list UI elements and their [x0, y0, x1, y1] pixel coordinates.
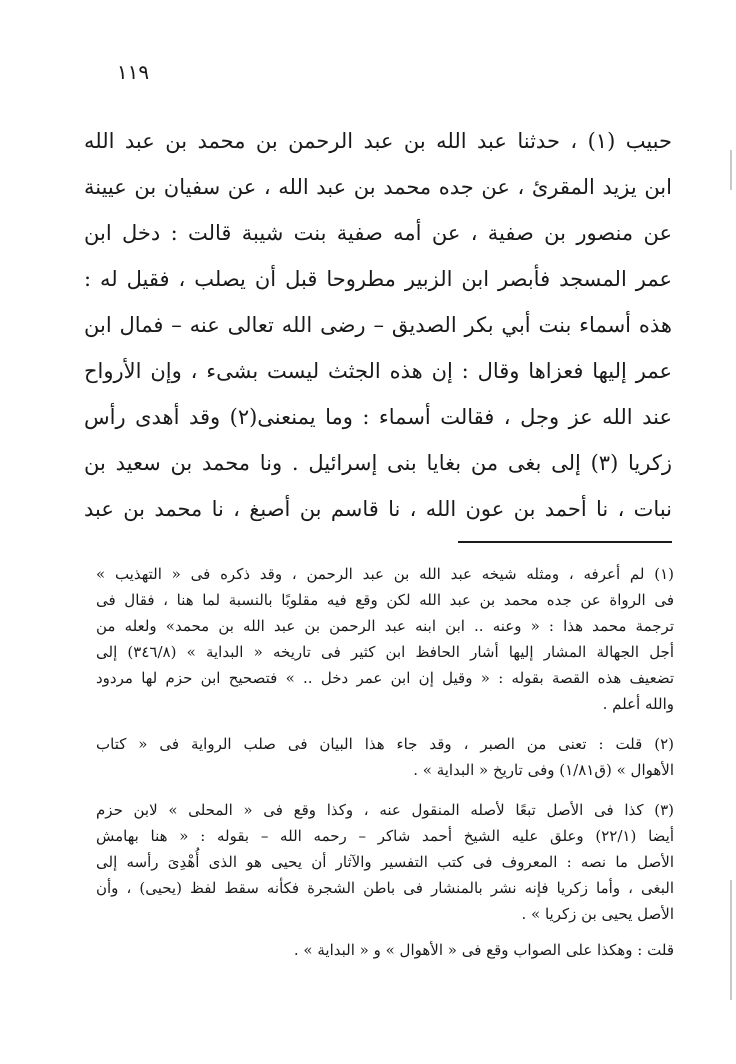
main-text-line: عمر المسجد فأبصر ابن الزبير مطروحا قبل أن يصلب ، فقيل له : [84, 267, 672, 291]
footnote-line: تضعيف هذه القصة بقوله : « وقيل إن ابن عمر دخل .. » فتصحيح ابن حزم لها مردود [96, 669, 674, 687]
footnote-line: الأصل ما نصه : المعروف فى كتب التفسير والآثار أن يحيى هو الذى أُهْدِىَ رأسه إلى [96, 853, 674, 871]
footnote-line: الأصل يحيى بن زكريا » . [521, 905, 674, 923]
footnote-separator [458, 541, 672, 543]
footnotes-section [96, 561, 674, 963]
footnote-line: أجل الجهالة المشار إليها أشار الحافظ ابن كثير فى تاريخه « البداية » (٣٤٦/٨) إلى [96, 643, 674, 661]
main-text-line: عمر إليها فعزاها وقال : إن هذه الجثث ليست بشىء ، وإن الأرواح [84, 359, 672, 383]
footnote-gap [96, 927, 674, 937]
footnote-line: فى الرواة عن جده محمد بن عبد الله لكن وقع فيه مقلوبًا بالنسبة لما هنا ، فقال فى [96, 591, 674, 609]
page-edge-shadow [730, 880, 732, 1000]
main-text-line: عن منصور بن صفية ، عن أمه صفية بنت شيبة قالت : دخل ابن [84, 221, 672, 245]
footnote-line: (٣) كذا فى الأصل تبعًا لأصله المنقول عنه ، وكذا وقع فى « المحلى » لابن حزم [96, 801, 674, 819]
footnote-line: أيضا (٢٢/١) وعلق عليه الشيخ أحمد شاكر – رحمه الله – بقوله : « هنا بهامش [96, 827, 674, 845]
footnote-line: (١) لم أعرفه ، ومثله شيخه عبد الله بن عبد الرحمن ، وقد ذكره فى « التهذيب » [96, 565, 674, 583]
footnote-1 [96, 561, 674, 717]
page-number: ١١٩ [116, 60, 150, 84]
footnote-line: البغى ، وأما زكريا فإنه نشر بالمنشار فى باطن الشجرة فكأنه سقط لفظ (يحيى) ، وأن [96, 879, 674, 897]
main-text-line: هذه أسماء بنت أبي بكر الصديق – رضى الله تعالى عنه – فمال ابن [84, 313, 672, 337]
footnote-line: ترجمة محمد هذا : « وعنه .. ابن ابنه عبد الرحمن بن عبد الله بن محمد» ولعله من [96, 617, 674, 635]
footnote-3 [96, 797, 674, 927]
footnote-line: والله أعلم . [602, 695, 674, 713]
footnote-gap [96, 717, 674, 731]
main-text-line: حبيب (١) ، حدثنا عبد الله بن عبد الرحمن بن محمد بن عبد الله [84, 129, 672, 153]
main-text-line: زكريا (٣) إلى بغى من بغايا بنى إسرائيل . ونا محمد بن سعيد بن [84, 451, 673, 475]
main-text-line: ابن يزيد المقرئ ، عن جده محمد بن عبد الله ، عن سفيان بن عيينة [84, 175, 672, 199]
footnote-2 [96, 731, 674, 783]
footnote-line: الأهوال » (ق١/٨١) وفى تاريخ « البداية » . [413, 761, 674, 779]
page-edge-shadow [730, 150, 732, 190]
main-text-body [84, 118, 672, 532]
main-text-line: نبات ، نا أحمد بن عون الله ، نا قاسم بن أصبغ ، نا محمد بن عبد [84, 497, 672, 521]
main-text-line: عند الله عز وجل ، فقالت أسماء : وما يمنعنى(٢) وقد أهدى رأس [84, 405, 672, 429]
footnote-closing-remark: قلت : وهكذا على الصواب وقع فى « الأهوال » و « البداية » . [293, 941, 674, 959]
footnote-gap [96, 783, 674, 797]
footnote-line: (٢) قلت : تعنى من الصبر ، وقد جاء هذا البيان فى صلب الرواية فى « كتاب [96, 735, 674, 753]
